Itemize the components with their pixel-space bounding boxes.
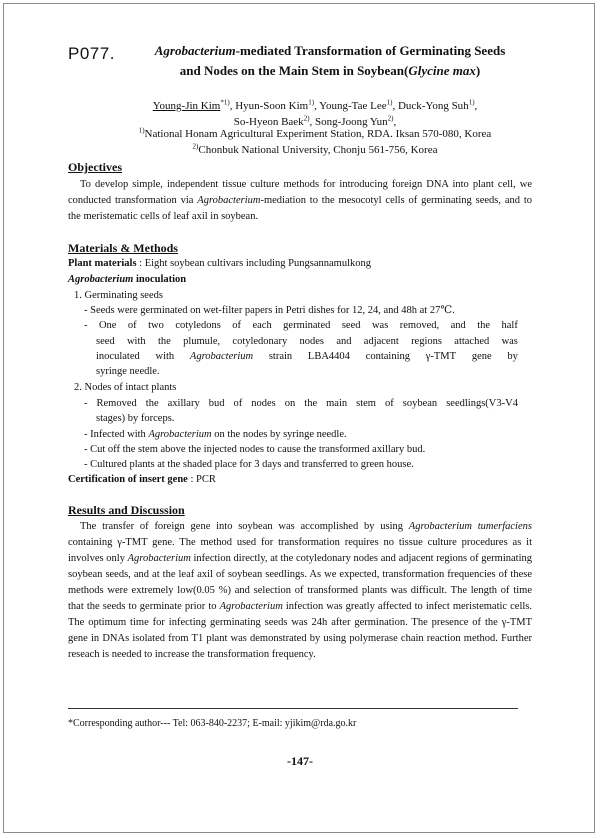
word: of [385, 398, 394, 409]
word: half [501, 320, 518, 331]
method-item-2c: - Cut off the stem above the injected nodes to cause the transformed axillary bud. [84, 444, 426, 455]
page-number: -147- [287, 754, 313, 768]
objectives-heading: Objectives [68, 160, 122, 174]
corresponding-author: Young-Jin Kim [152, 100, 221, 112]
word: Removed [96, 398, 137, 409]
results-heading: Results and Discussion [68, 503, 185, 517]
affiliations [90, 126, 540, 158]
method-item-2: 2. Nodes of intact plants [74, 382, 177, 393]
word: was [371, 320, 389, 331]
word: axillary [167, 398, 200, 409]
word: seed [341, 320, 361, 331]
word: main [326, 398, 348, 409]
word: each [252, 320, 272, 331]
word: plumule, [183, 336, 221, 347]
method-item-1b-line2 [96, 334, 518, 349]
word: One [98, 320, 117, 331]
word: was [501, 336, 518, 347]
objectives-text: To develop simple, independent tissue culture methods for introducing foreign DNA into plant cell, we conducted transformation via Agrobacterium-mediation to the mesocotyl cells of germinating seeds, and to the meristematic cells of leaf axil in soybean. [68, 179, 532, 222]
paper-title [120, 41, 540, 81]
word: the [157, 336, 171, 347]
title-line-2: and Nodes on the Main Stem in Soybean(Glycine max) [179, 63, 481, 78]
method-item-1: 1. Germinating seeds [74, 290, 163, 301]
word: of [127, 320, 137, 331]
certification: Certification of insert gene : PCR [68, 474, 216, 485]
results-text: The transfer of foreign gene into soybean was accomplished by using Agrobacterium tumerfaciens containing γ-TMT gene. The method used for transformation requires no tissue culture procedures as it involves only Agrobacterium infection directly, at the cotyledonary nodes and adjacent regions of germinating soybean seeds, and at the leaf axil of soybean seedlings. As we expected, transformation frequencies of these methods were extremely low(0.05 %) and selection of transformed plants was difficult. The length of time that the seeds to germinate prior to Agrobacterium infection was greatly affected to infect meristematic cells. The optimum time for infecting germinating seeds was 24h after germination. The presence of the γ-TMT gene in DNAs isolated from T1 plant was demonstrated by using polymerase chain reaction method. Further reseach is needed to increase the transformation frequency. [68, 521, 533, 660]
word: stem [356, 398, 376, 409]
word: with [126, 336, 146, 347]
word: the [304, 398, 318, 409]
agro-inoculation-heading: Agrobacterium inoculation [68, 274, 187, 285]
author-line-1: Young-Jin Kim$^{*1)}$, Hyun-Soon Kim$^{1)}$, Young-Tae Lee$^{1)}$, Duck-Yong Suh$^{1)}$, [152, 98, 478, 112]
affiliation-2: $^{2)}$Chonbuk National University, Chonju 561-756, Korea [192, 142, 438, 156]
methods-heading: Materials & Methods [68, 241, 178, 255]
method-item-2a-line1 [84, 396, 518, 411]
word: - [84, 320, 88, 331]
word: two [148, 320, 164, 331]
method-item-2d: - Cultured plants at the shaded place for 3 days and transferred to green house. [84, 459, 414, 470]
author-line-2: So-Hyeon Baek$^{2)}$, Song-Joong Yun$^{2)}$, [233, 114, 397, 128]
word: - [84, 398, 88, 409]
word: attached [454, 336, 490, 347]
affiliation-1: $^{1)}$National Honam Agricultural Experiment Station, RDA. Iksan 570-080, Korea [138, 126, 492, 140]
method-item-1a: - Seeds were germinated on wet-filter papers in Petri dishes for 12, 24, and 48h at 27℃. [84, 305, 455, 316]
word: of [233, 398, 243, 409]
paper-code: P077. [68, 44, 115, 63]
method-item-1b-line4: syringe needle. [96, 366, 160, 377]
word: germinated [283, 320, 331, 331]
word: and [450, 320, 466, 331]
corresponding-author-note: *Corresponding author--- Tel: 063-840-2237; E-mail: yjikim@rda.go.kr [68, 718, 357, 729]
word: regions [411, 336, 442, 347]
word: adjacent [363, 336, 399, 347]
method-item-1b-line3: inoculated with Agrobacterium strain LBA4404 containing γ-TMT gene by [96, 351, 518, 362]
word: bud [208, 398, 225, 409]
word: cotyledons [175, 320, 221, 331]
word: nodes [251, 398, 276, 409]
word: and [336, 336, 352, 347]
method-item-1b-line1 [84, 318, 518, 333]
word: nodes [299, 336, 325, 347]
title-line-1: Agrobacterium-mediated Transformation of Germinating Seeds [154, 43, 506, 58]
word: cotyledonary [232, 336, 288, 347]
word: soybean [402, 398, 438, 409]
plant-materials: Plant materials : Eight soybean cultivars including Pungsannamulkong [68, 258, 372, 269]
word: the [145, 398, 159, 409]
word: removed, [399, 320, 440, 331]
footnote-rule [68, 708, 518, 709]
word: on [284, 398, 296, 409]
word: seed [96, 336, 115, 347]
word: seedlings(V3-V4 [446, 398, 518, 409]
method-item-2b: - Infected with Agrobacterium on the nodes by syringe needle. [84, 429, 347, 440]
word: of [232, 320, 242, 331]
method-item-2a-line2: stages) by forceps. [96, 413, 175, 424]
word: the [477, 320, 491, 331]
